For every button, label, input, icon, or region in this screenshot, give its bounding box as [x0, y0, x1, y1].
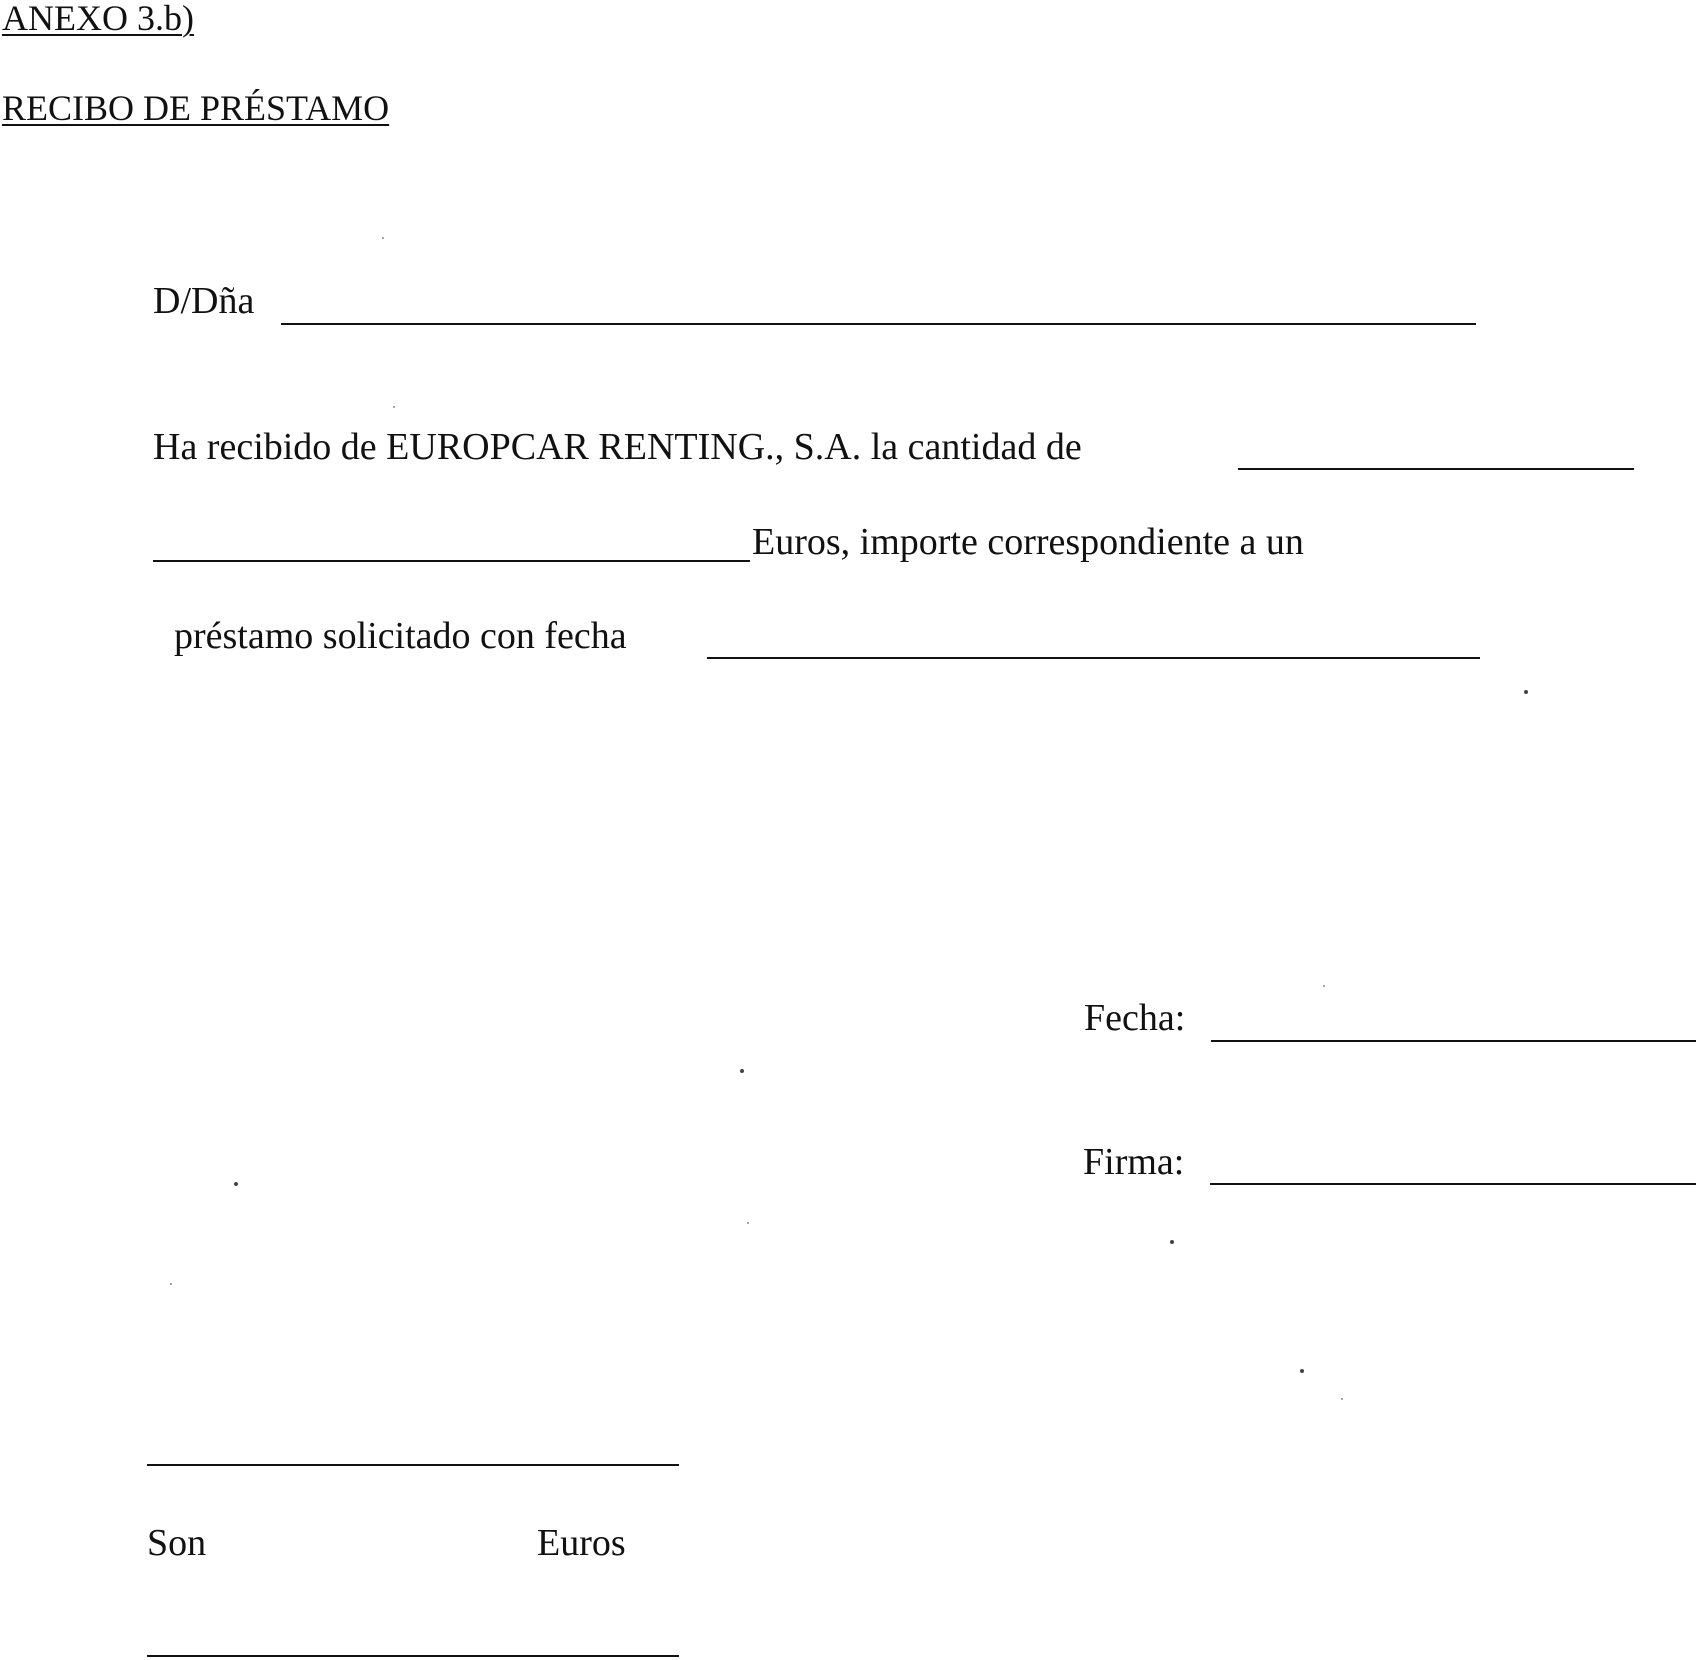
loan-date-text: préstamo solicitado con fecha: [174, 615, 627, 657]
scan-speck: [1300, 1369, 1304, 1373]
son-bottom-field[interactable]: [147, 1655, 679, 1657]
scan-speck: [234, 1182, 238, 1186]
scan-speck: [747, 1222, 749, 1224]
name-field[interactable]: [281, 323, 1476, 325]
document-title: RECIBO DE PRÉSTAMO: [2, 88, 390, 128]
loan-date-field[interactable]: [707, 657, 1480, 659]
son-euros-label: Euros: [537, 1522, 626, 1564]
euros-text: Euros, importe correspondiente a un: [752, 521, 1304, 563]
scan-speck: [740, 1069, 744, 1073]
signature-field[interactable]: [1210, 1183, 1696, 1185]
amount-field[interactable]: [1238, 468, 1634, 470]
scan-speck: [1170, 1240, 1174, 1244]
son-top-field[interactable]: [147, 1464, 679, 1466]
date-field[interactable]: [1211, 1040, 1696, 1042]
received-text: Ha recibido de EUROPCAR RENTING., S.A. la cantidad de: [153, 426, 1082, 468]
scan-speck: [1341, 1398, 1343, 1400]
scan-speck: [1323, 985, 1325, 987]
scan-speck: [170, 1283, 172, 1285]
signature-label: Firma:: [1083, 1141, 1185, 1183]
son-label: Son: [147, 1522, 207, 1564]
date-label: Fecha:: [1084, 997, 1186, 1039]
amount-words-field[interactable]: [153, 560, 750, 562]
annex-heading: ANEXO 3.b): [2, 0, 194, 38]
scan-speck: [393, 406, 395, 408]
scan-speck: [382, 237, 384, 239]
name-label: D/Dña: [153, 280, 255, 322]
scan-speck: [1524, 690, 1528, 694]
